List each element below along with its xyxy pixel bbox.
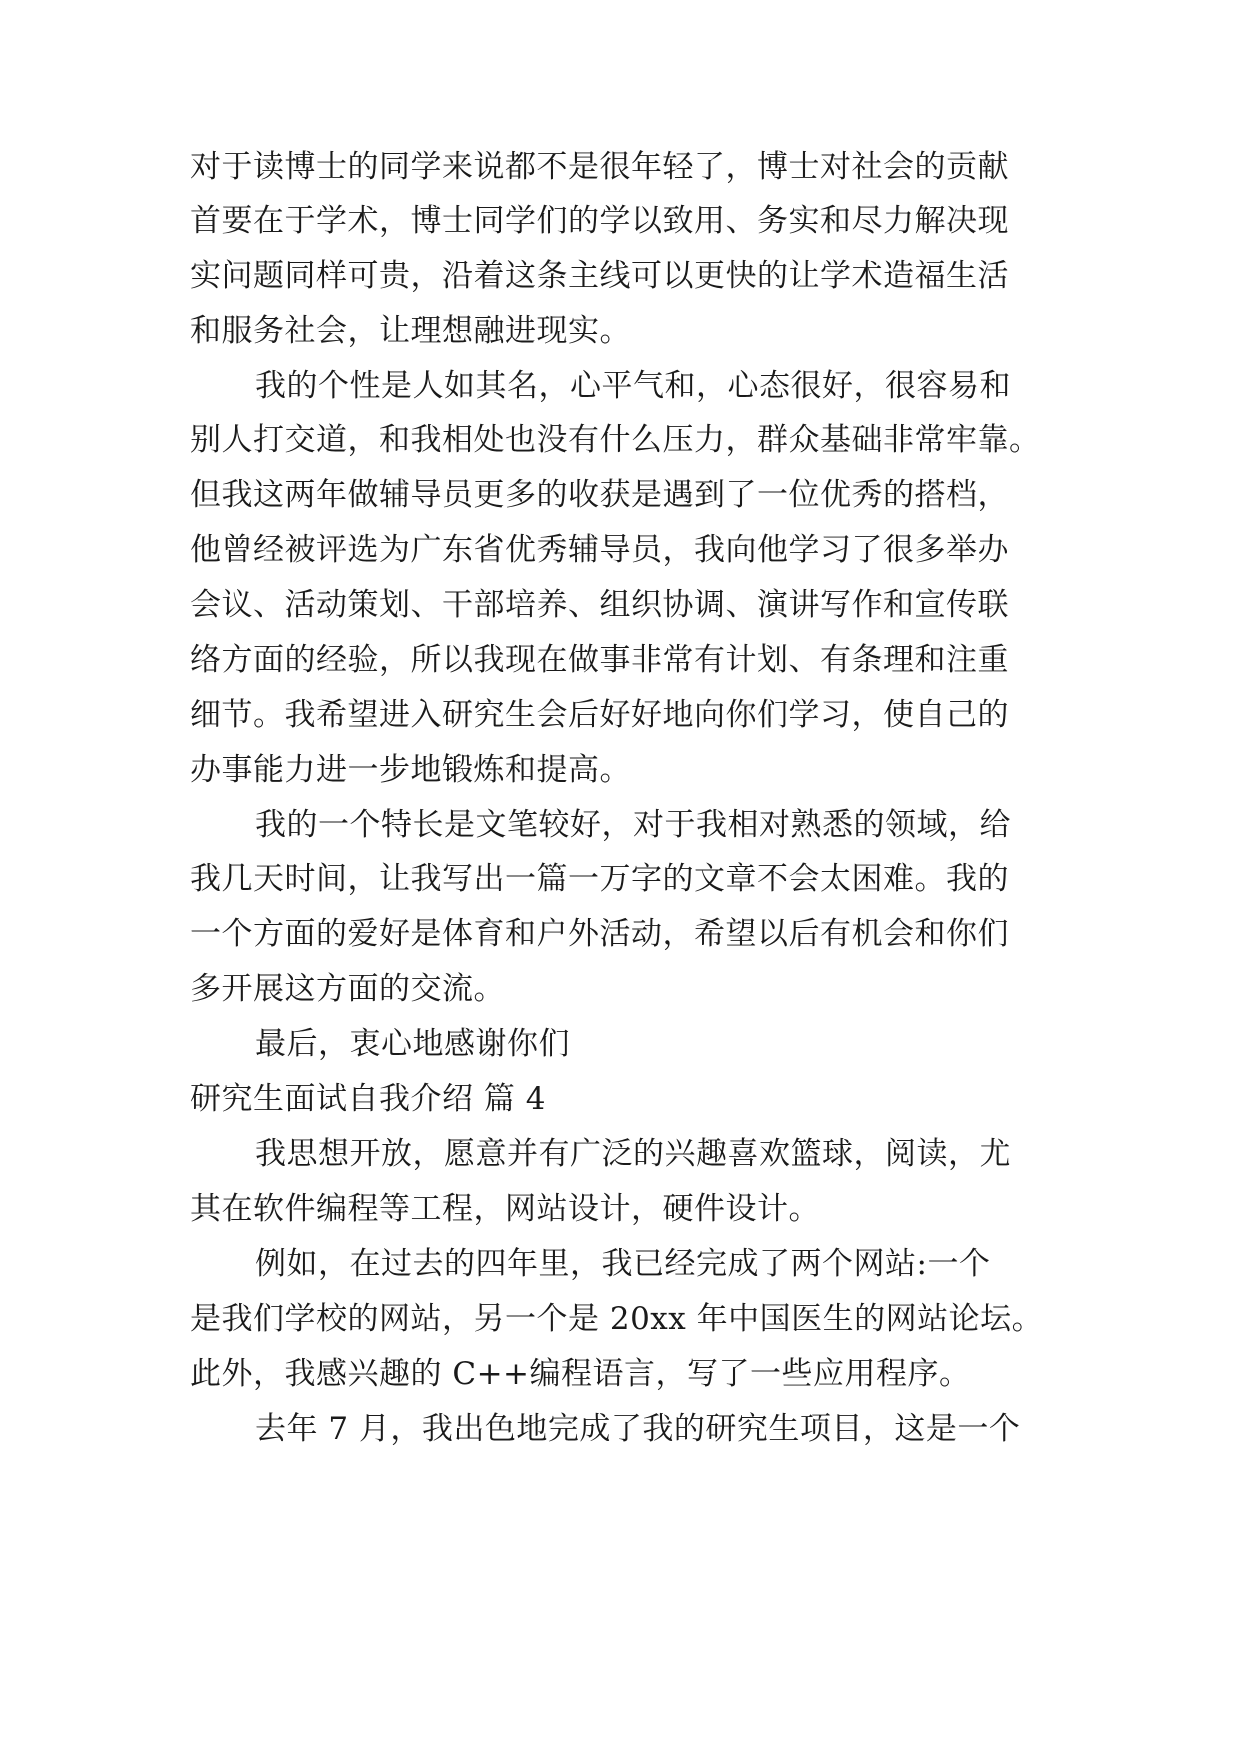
text-line: 实问题同样可贵，沿着这条主线可以更快的让学术造福生活 xyxy=(190,258,1009,294)
paragraph-first-line: 例如，在过去的四年里，我已经完成了两个网站:一个 xyxy=(255,1246,991,1282)
text-line: 对于读博士的同学来说都不是很年轻了，博士对社会的贡献 xyxy=(190,149,1009,185)
text-line: 多开展这方面的交流。 xyxy=(190,971,505,1007)
text-line: 和服务社会，让理想融进现实。 xyxy=(190,313,631,349)
text-line: 他曾经被评选为广东省优秀辅导员，我向他学习了很多举办 xyxy=(190,532,1009,568)
text-line: 我几天时间，让我写出一篇一万字的文章不会太困难。我的 xyxy=(190,861,1009,897)
text-line: 其在软件编程等工程，网站设计，硬件设计。 xyxy=(190,1191,820,1227)
text-line: 络方面的经验，所以我现在做事非常有计划、有条理和注重 xyxy=(190,642,1009,678)
paragraph-first-line: 最后，衷心地感谢你们 xyxy=(255,1026,570,1062)
paragraph-first-line: 我的一个特长是文笔较好，对于我相对熟悉的领域，给 xyxy=(255,807,1011,843)
text-line: 但我这两年做辅导员更多的收获是遇到了一位优秀的搭档， xyxy=(190,477,1009,513)
text-line: 别人打交道，和我相处也没有什么压力，群众基础非常牢靠。 xyxy=(190,422,1041,458)
paragraph-first-line: 我思想开放，愿意并有广泛的兴趣喜欢篮球，阅读，尤 xyxy=(255,1136,1011,1172)
text-line: 是我们学校的网站，另一个是 20xx 年中国医生的网站论坛。 xyxy=(190,1301,1044,1337)
text-line: 办事能力进一步地锻炼和提高。 xyxy=(190,752,631,788)
paragraph-first-line: 去年 7 月，我出色地完成了我的研究生项目，这是一个 xyxy=(255,1411,1021,1447)
text-line: 细节。我希望进入研究生会后好好地向你们学习，使自己的 xyxy=(190,697,1009,733)
text-line: 此外，我感兴趣的 C++编程语言，写了一些应用程序。 xyxy=(190,1356,971,1392)
paragraph-first-line: 我的个性是人如其名，心平气和，心态很好，很容易和 xyxy=(255,368,1011,404)
text-line: 首要在于学术，博士同学们的学以致用、务实和尽力解决现 xyxy=(190,203,1009,239)
section-heading: 研究生面试自我介绍 篇 4 xyxy=(190,1081,546,1117)
text-line: 会议、活动策划、干部培养、组织协调、演讲写作和宣传联 xyxy=(190,587,1009,623)
text-line: 一个方面的爱好是体育和户外活动，希望以后有机会和你们 xyxy=(190,916,1009,952)
